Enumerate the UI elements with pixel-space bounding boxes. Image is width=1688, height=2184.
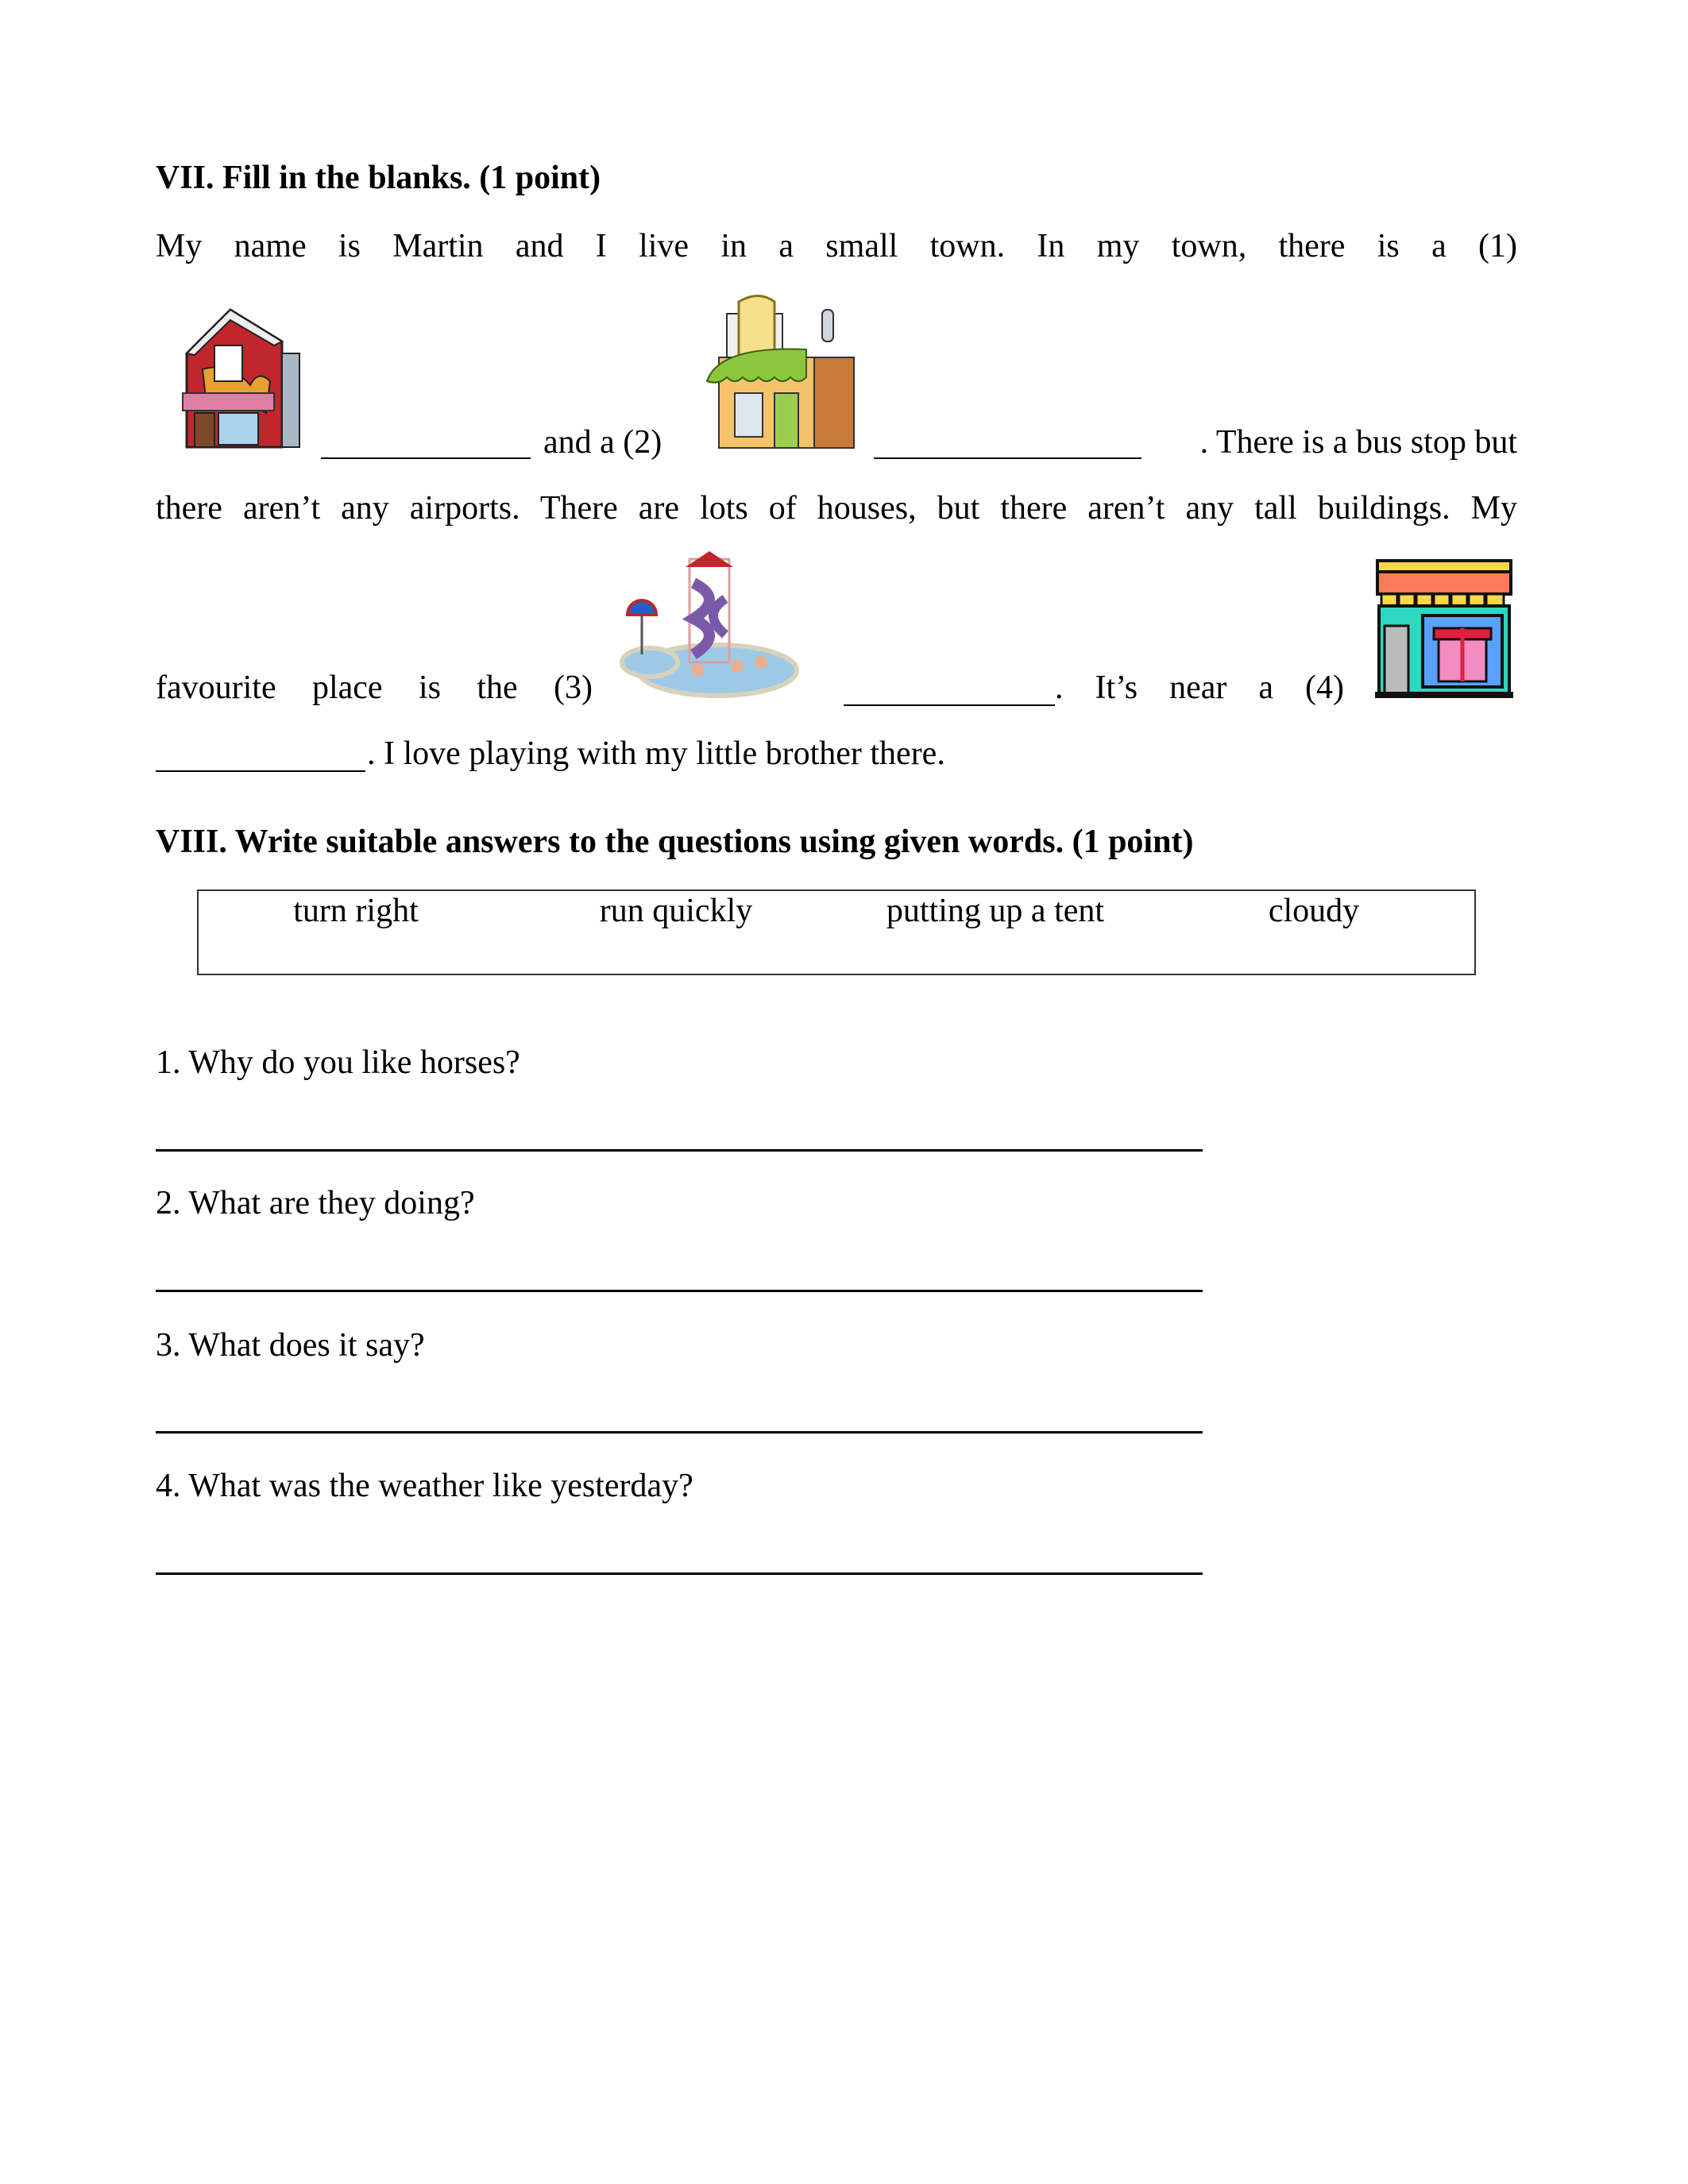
bakery-picture [703, 294, 862, 449]
question-1: 1. Why do you like horses? [156, 1044, 520, 1081]
passage-line-2-end: . There is a bus stop but [1199, 424, 1517, 461]
question-3: 3. What does it say? [156, 1327, 425, 1364]
water-park-picture [618, 551, 801, 699]
question-4: 4. What was the weather like yesterday? [156, 1468, 693, 1504]
passage-line-4-start: favourite place is the (3) [156, 669, 593, 706]
answer-line-4[interactable] [156, 1572, 1203, 1575]
section-8-heading: VIII. Write suitable answers to the questions using given words. (1 point) [156, 824, 1194, 860]
passage-line-3: there aren’t any airports. There are lots of houses, but there aren’t any tall buildings. My [156, 490, 1517, 527]
question-2: 2. What are they doing? [156, 1185, 475, 1221]
section-7-heading: VII. Fill in the blanks. (1 point) [156, 160, 601, 196]
passage-line-4-mid: . It’s near a (4) [1055, 669, 1344, 706]
answer-line-1[interactable] [156, 1149, 1203, 1152]
passage-line-1: My name is Martin and I live in a small town. In my town, there is a (1) [156, 228, 1517, 264]
gift-shop-picture [1375, 558, 1513, 698]
word-bank-item: run quickly [599, 893, 753, 929]
blank-1[interactable] [321, 457, 531, 459]
answer-line-3[interactable] [156, 1431, 1203, 1433]
answer-line-2[interactable] [156, 1290, 1203, 1292]
word-bank-item: turn right [293, 893, 419, 929]
blank-3[interactable] [844, 704, 1055, 706]
library-picture [171, 306, 306, 449]
word-bank-item: putting up a tent [886, 893, 1105, 929]
word-bank-item: cloudy [1268, 893, 1360, 929]
blank-2[interactable] [874, 457, 1141, 459]
passage-and-a-2: and a (2) [543, 424, 662, 461]
blank-4[interactable] [156, 770, 365, 772]
passage-line-5-end: . I love playing with my little brother there. [367, 735, 945, 772]
